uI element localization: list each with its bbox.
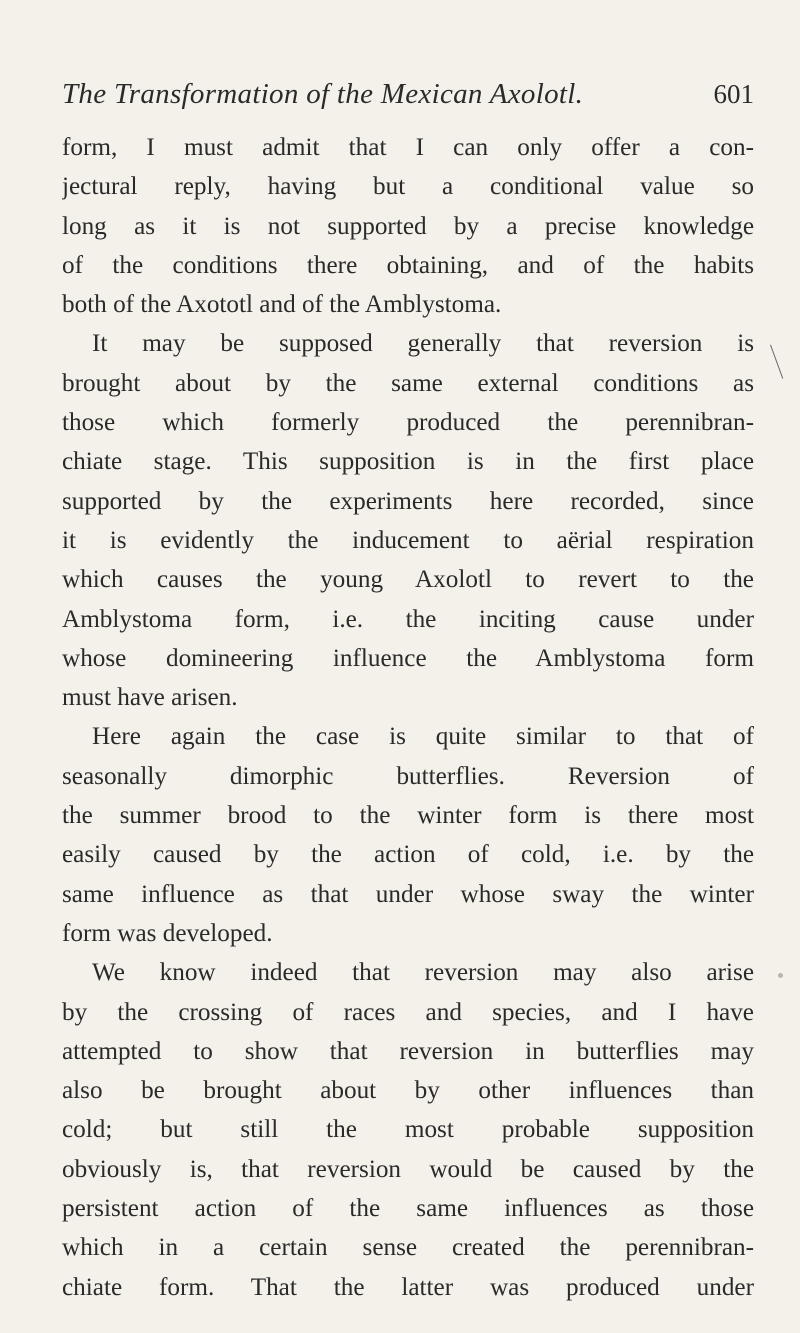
text-line: must have arisen. [62, 684, 238, 712]
text-line: brought about by the same external conditions as [62, 369, 754, 397]
text-line: same influence as that under whose sway the winter [62, 880, 754, 908]
text-line: Amblystoma form, i.e. the inciting cause under [62, 605, 754, 633]
text-line: obviously is, that reversion would be caused by the [62, 1155, 754, 1183]
paper-speck [778, 973, 783, 978]
running-title: The Transformation of the Mexican Axolotl. [62, 78, 584, 110]
page-header [62, 78, 754, 118]
text-line: chiate stage. This supposition is in the first place [62, 448, 754, 476]
page-number: 601 [713, 79, 754, 109]
text-line: long as it is not supported by a precise knowledge [62, 212, 754, 240]
text-line: supported by the experiments here recorded, since [62, 487, 754, 515]
text-line: of the conditions there obtaining, and of the habits [62, 251, 754, 279]
text-line: cold; but still the most probable supposition [62, 1116, 754, 1144]
text-line: persistent action of the same influences as those [62, 1195, 754, 1223]
text-line: it is evidently the inducement to aërial respiration [62, 526, 754, 554]
text-line: chiate form. That the latter was produced under [62, 1273, 754, 1301]
text-line: We know indeed that reversion may also arise [92, 959, 754, 987]
text-line: which in a certain sense created the perennibran- [62, 1234, 754, 1262]
text-line: which causes the young Axolotl to revert to the [62, 566, 754, 594]
text-line: form was developed. [62, 919, 273, 947]
text-line: form, I must admit that I can only offer a con- [62, 134, 754, 161]
text-line: seasonally dimorphic butterflies. Reversion of [62, 762, 754, 790]
text-line: Here again the case is quite similar to that of [92, 723, 754, 751]
text-line: It may be supposed generally that reversion is [92, 330, 754, 358]
text-line: the summer brood to the winter form is there most [62, 802, 754, 830]
text-line: whose domineering influence the Amblystoma form [62, 644, 754, 672]
text-line: those which formerly produced the perennibran- [62, 409, 754, 437]
body-text [62, 128, 754, 1307]
text-line: attempted to show that reversion in butterflies may [62, 1037, 754, 1065]
text-line: by the crossing of races and species, and I have [62, 998, 754, 1026]
text-line: easily caused by the action of cold, i.e. by the [62, 841, 754, 869]
margin-pencil-mark [770, 343, 787, 379]
text-line: jectural reply, having but a conditional value so [62, 173, 754, 201]
text-line: both of the Axototl and of the Amblystoma. [62, 291, 502, 319]
text-line: also be brought about by other influences than [62, 1077, 754, 1105]
